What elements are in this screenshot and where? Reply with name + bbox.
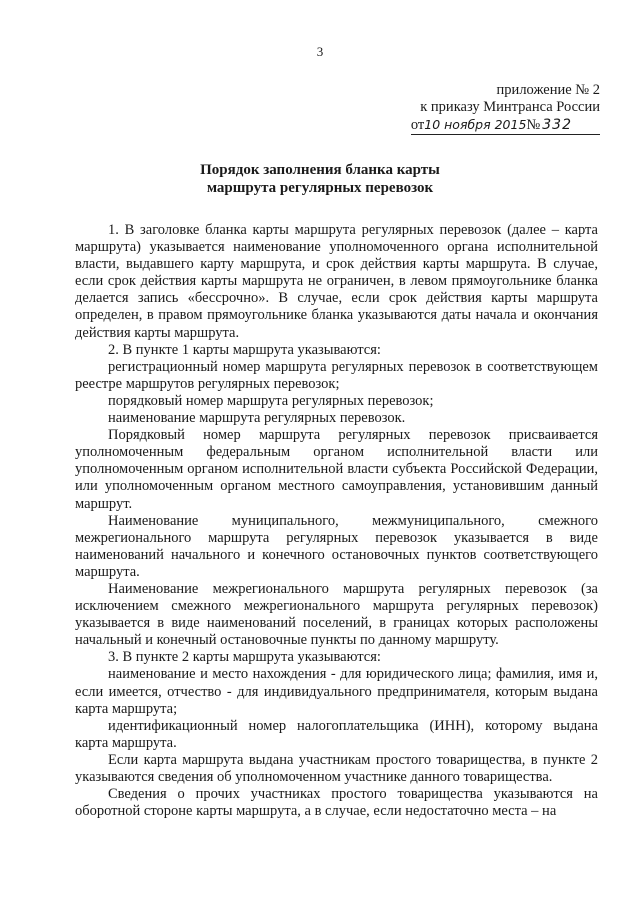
appendix-title: приложение № 2 (496, 82, 600, 98)
order-number-label: № (526, 117, 541, 133)
paragraph: Порядковый номер маршрута регулярных перевозок присваивается уполномоченным федеральным органом исполнительной власти или уполномоченным органом исполнительной власти субъекта Российской Федерации, или уполномоченным органом местного самоуправления, установившим данный маршрут. (75, 427, 598, 512)
paragraph: Сведения о прочих участниках простого товарищества указываются на оборотной стороне карты маршрута, а в случае, если недостаточно места – на (75, 786, 598, 820)
appendix-order-ref: к приказу Минтранса России (420, 99, 600, 115)
paragraph: Наименование межрегионального маршрута регулярных перевозок (за исключением смежного межрегионального маршрута регулярных перевозок) указывается в виде наименований поселений, в границах которых расположены начальный и конечный остановочные пункты по данному маршруту. (75, 580, 598, 649)
paragraph: 3. В пункте 2 карты маршрута указываются: (108, 649, 381, 666)
title-line-2: маршрута регулярных перевозок (206, 180, 434, 196)
paragraph: наименование и место нахождения - для юридического лица; фамилия, имя и, если имеется, отчество - для индивидуального предпринимателя, которым выдана карта маршрута; (75, 666, 598, 717)
paragraph: Наименование муниципального, межмуниципального, смежного межрегионального маршрута регулярных перевозок указывается в виде наименований начального и конечного остановочных пунктов соответствующего маршрута. (75, 512, 598, 580)
paragraph: 1. В заголовке бланка карты маршрута регулярных перевозок (далее – карта маршрута) указывается наименование уполномоченного органа исполнительной власти, выдавшего карту маршрута, и срок действия карты маршрута. В случае, если срок действия карты маршрута не ограничен, в левом прямоугольнике бланка делается запись «бессрочно». В случае, если срок действия карты маршрута определен, в правом прямоугольнике бланка указываются даты начала и окончания действия карты маршрута. (75, 222, 598, 341)
paragraph: 2. В пункте 1 карты маршрута указываются: (108, 341, 381, 358)
order-date-handwritten: 10 ноября 2015 (424, 117, 527, 132)
document-title (0, 161, 640, 197)
paragraph: регистрационный номер маршрута регулярных перевозок в соответствующем реестре маршрутов регулярных перевозок; (75, 358, 598, 392)
order-date-line (411, 116, 600, 135)
page-number: 3 (316, 44, 324, 59)
paragraph: Если карта маршрута выдана участникам простого товарищества, в пункте 2 указываются сведения об уполномоченном участнике данного товарищества. (75, 751, 598, 785)
paragraph: порядковый номер маршрута регулярных перевозок; (108, 392, 434, 409)
order-prefix: от (410, 117, 425, 133)
document-body (75, 222, 598, 820)
paragraph: наименование маршрута регулярных перевозок. (108, 410, 406, 427)
title-line-1: Порядок заполнения бланка карты (200, 162, 440, 178)
order-number-handwritten: 332 (542, 117, 572, 133)
paragraph: идентификационный номер налогоплательщика (ИНН), которому выдана карта маршрута. (75, 717, 598, 751)
appendix-header (411, 82, 600, 135)
